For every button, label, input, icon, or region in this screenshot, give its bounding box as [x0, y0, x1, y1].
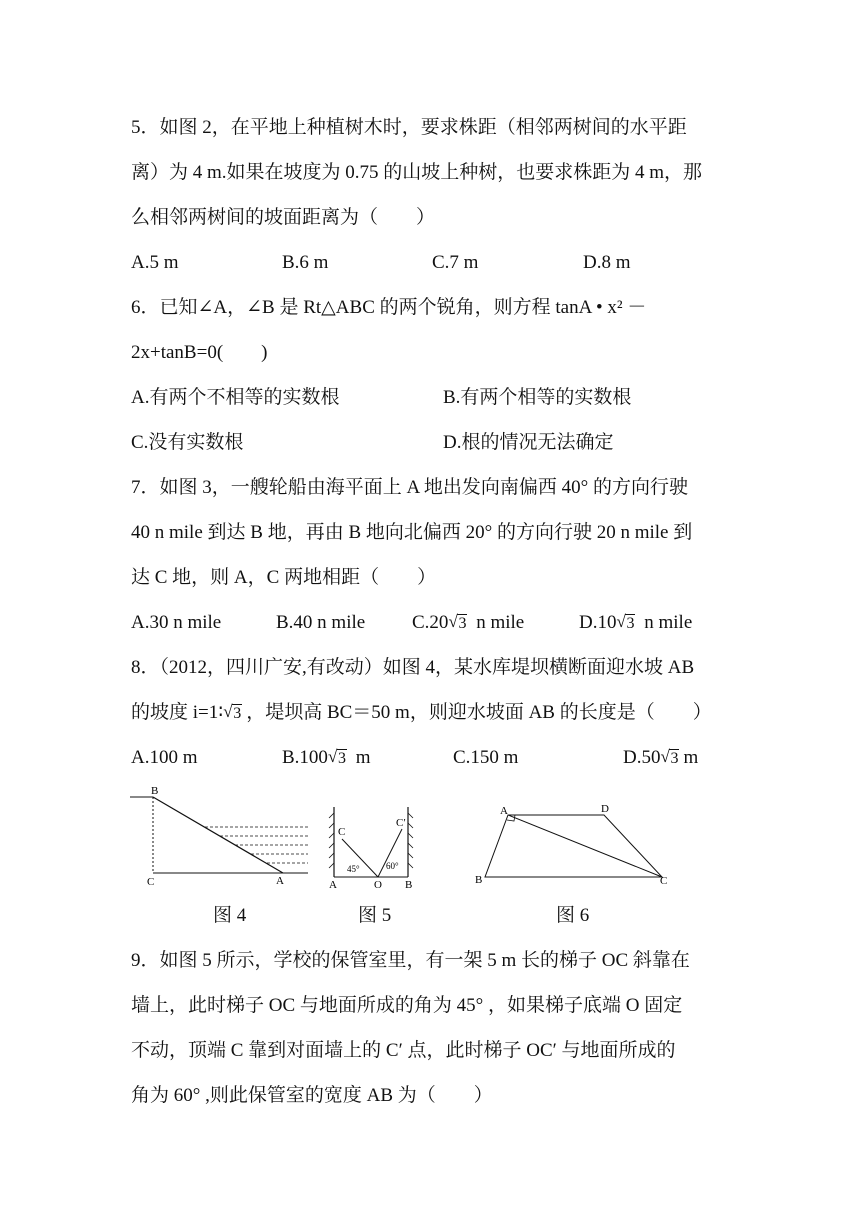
- q8-option-d: D.50√ 3 m: [623, 746, 698, 771]
- q6-line-2: 2x+tanB=0( ): [131, 342, 268, 363]
- point-label-b: B: [151, 785, 159, 797]
- q9-line-3: 不动，顶端 C 靠到对面墙上的 C′ 点，此时梯子 OC′ 与地面所成的: [131, 1040, 676, 1061]
- q8-option-a: A.100 m: [131, 747, 198, 768]
- dam-slope-ab: [153, 797, 283, 873]
- angle-label-45: 45°: [347, 864, 360, 874]
- q5-line-2: 离）为 4 m.如果在坡度为 0.75 的山坡上种树，也要求株距为 4 m，那: [131, 162, 703, 183]
- q8-line-2: 的坡度 i=1∶√ 3 ，堤坝高 BC＝50 m，则迎水坡面 AB 的长度是（ ）: [131, 701, 731, 726]
- sqrt-symbol: √ 3: [661, 746, 679, 771]
- figure-5-ladder: [322, 805, 422, 890]
- point-label-c-prime: C′: [396, 817, 406, 829]
- sqrt-symbol: √ 3: [329, 746, 347, 771]
- q6-option-a: A.有两个不相等的实数根: [131, 387, 340, 408]
- figure-5-caption: 图 5: [358, 905, 392, 926]
- point-label-b: B: [475, 874, 483, 886]
- q7-line-3: 达 C 地，则 A，C 两地相距（ ）: [131, 567, 437, 588]
- q6-line-1: 6．已知∠A，∠B 是 Rt△ABC 的两个锐角，则方程 tanA • x² －: [131, 297, 647, 318]
- figure-4-caption: 图 4: [213, 905, 247, 926]
- q8-option-c: C.150 m: [453, 747, 519, 768]
- point-label-c: C: [338, 826, 346, 838]
- point-label-b: B: [405, 879, 413, 891]
- point-label-a: A: [329, 879, 337, 891]
- q8-option-b: B.100√ 3 m: [282, 746, 370, 771]
- figure-6-trapezoid: [470, 803, 680, 888]
- point-label-c: C: [147, 876, 155, 888]
- q6-option-b: B.有两个相等的实数根: [443, 387, 632, 408]
- q6-option-d: D.根的情况无法确定: [443, 432, 614, 453]
- point-label-c: C: [660, 875, 668, 887]
- q7-option-d: D.10√ 3 n mile: [579, 611, 692, 636]
- q6-option-c: C.没有实数根: [131, 432, 244, 453]
- angle-label-60: 60°: [386, 861, 399, 871]
- q7-line-2: 40 n mile 到达 B 地，再由 B 地向北偏西 20° 的方向行驶 20 n mile 到: [131, 522, 693, 543]
- sqrt-symbol: √ 3: [449, 611, 467, 636]
- figure-6-caption: 图 6: [556, 905, 590, 926]
- point-label-o: O: [374, 879, 382, 891]
- q5-option-b: B.6 m: [282, 252, 329, 273]
- q7-option-a: A.30 n mile: [131, 612, 222, 633]
- q5-option-d: D.8 m: [583, 252, 631, 273]
- sqrt-symbol: √ 3: [617, 611, 635, 636]
- q5-option-c: C.7 m: [432, 252, 479, 273]
- q7-line-1: 7．如图 3，一艘轮船由海平面上 A 地出发向南偏西 40° 的方向行驶: [131, 477, 689, 498]
- point-label-a: A: [500, 805, 508, 817]
- q9-line-4: 角为 60° ,则此保管室的宽度 AB 为（ ）: [131, 1085, 493, 1106]
- sqrt-symbol: √ 3: [224, 701, 242, 726]
- q7-option-b: B.40 n mile: [276, 612, 366, 633]
- q5-line-3: 么相邻两树间的坡面距离为（ ）: [131, 207, 436, 228]
- point-label-a: A: [276, 875, 284, 887]
- figure-4-dam: [125, 785, 315, 890]
- q7-option-c: C.20√ 3 n mile: [412, 611, 524, 636]
- trapezoid-abcd: [485, 815, 662, 877]
- q8-line-1: 8．（2012，四川广安,有改动）如图 4，某水库堤坝横断面迎水坡 AB: [131, 657, 695, 678]
- point-label-d: D: [601, 803, 609, 815]
- diagonal-ac: [508, 815, 662, 877]
- q9-line-2: 墙上，此时梯子 OC 与地面所成的角为 45° ，如果梯子底端 O 固定: [131, 995, 683, 1016]
- q5-option-a: A.5 m: [131, 252, 179, 273]
- q9-line-1: 9．如图 5 所示，学校的保管室里，有一架 5 m 长的梯子 OC 斜靠在: [131, 950, 690, 971]
- q5-line-1: 5．如图 2，在平地上种植树木时，要求株距（相邻两树间的水平距: [131, 117, 687, 138]
